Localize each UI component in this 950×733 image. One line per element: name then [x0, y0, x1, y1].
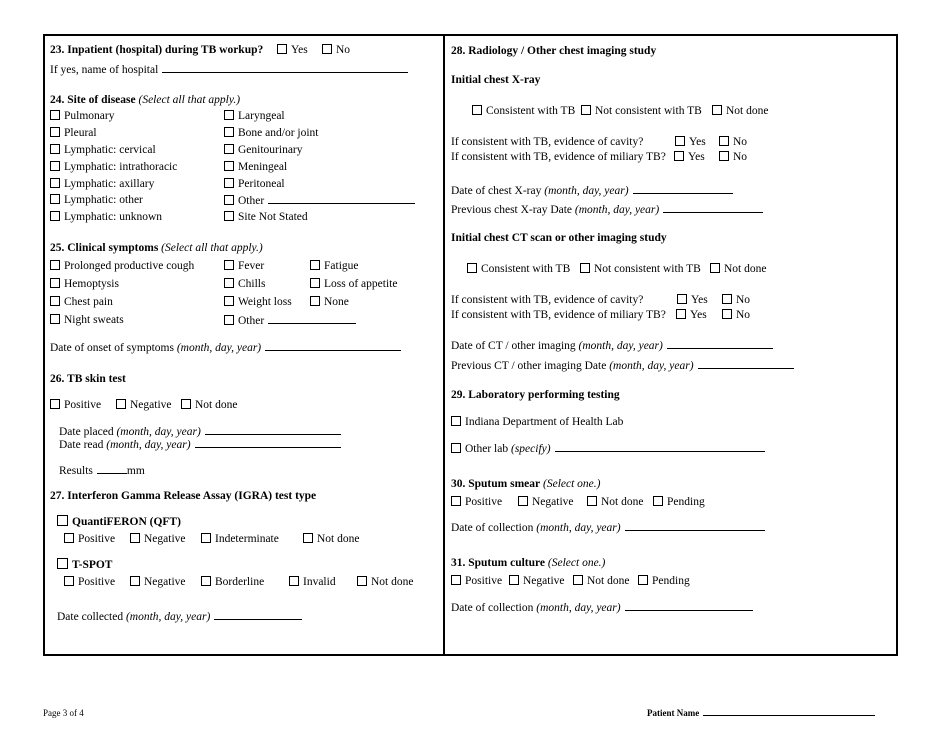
q31-positive[interactable]	[451, 574, 502, 588]
q26-read-line[interactable]	[195, 437, 341, 448]
option-label: Other	[238, 195, 265, 207]
option-label: Lymphatic: cervical	[64, 144, 156, 156]
option-label: Lymphatic: other	[64, 194, 143, 206]
q28-xray-date-line[interactable]	[633, 183, 733, 194]
q28-xray-cavity-no[interactable]	[719, 135, 747, 149]
q27-title: 27. Interferon Gamma Release Assay (IGRA) test type	[50, 490, 317, 502]
q28-xray-not-consistent[interactable]	[581, 104, 702, 118]
q30-collection-line[interactable]	[625, 520, 765, 531]
option-label: Not done	[587, 575, 630, 587]
checkbox[interactable]	[50, 127, 60, 137]
option-label: Not done	[601, 496, 644, 508]
checkbox[interactable]	[224, 195, 234, 205]
checkbox[interactable]	[50, 278, 60, 288]
q29-title: 29. Laboratory performing testing	[451, 389, 620, 401]
checkbox[interactable]	[224, 211, 234, 221]
checkbox[interactable]	[451, 575, 461, 585]
q28-xray-date-field[interactable]	[451, 183, 733, 198]
q30-collection-field[interactable]	[451, 520, 765, 535]
option-label: No	[733, 151, 748, 163]
q28-ct-miliary-yes[interactable]	[676, 308, 707, 322]
q25-other-line[interactable]	[268, 313, 356, 324]
q23-yes-checkbox[interactable]	[277, 44, 287, 54]
checkbox[interactable]	[50, 260, 60, 270]
q27-qft-option[interactable]	[57, 515, 181, 529]
option-label: Loss of appetite	[324, 278, 398, 290]
option-label: Chills	[238, 278, 266, 290]
q24-lymph-axillary[interactable]	[50, 177, 154, 191]
q23-no-option[interactable]	[322, 43, 350, 57]
q28-xray-not-done[interactable]	[712, 104, 768, 118]
checkbox[interactable]	[581, 105, 591, 115]
option-label: Consistent with TB	[486, 105, 576, 117]
q25-other[interactable]	[224, 313, 356, 328]
q25-cough[interactable]	[50, 259, 194, 273]
option-label: Indeterminate	[215, 533, 279, 545]
checkbox[interactable]	[722, 294, 732, 304]
q28-ct-not-done[interactable]	[710, 262, 766, 276]
option-label: Pulmonary	[64, 110, 115, 122]
checkbox[interactable]	[451, 416, 461, 426]
q27-qft-positive[interactable]	[64, 532, 115, 546]
q23-hospital-label: If yes, name of hospital	[50, 64, 159, 76]
q28-xray-consistent[interactable]	[472, 104, 575, 118]
date-format: (month, day, year)	[125, 611, 211, 623]
q24-meningeal[interactable]	[224, 160, 287, 174]
checkbox[interactable]	[712, 105, 722, 115]
checkbox[interactable]	[310, 296, 320, 306]
option-label: Positive	[64, 399, 102, 411]
option-label: Other lab	[465, 443, 509, 455]
q26-results-unit: mm	[126, 465, 145, 477]
option-label: Fever	[238, 260, 265, 272]
checkbox[interactable]	[50, 296, 60, 306]
q30-pending[interactable]	[653, 495, 705, 509]
q26-placed-line[interactable]	[205, 424, 341, 435]
option-label: Negative	[532, 496, 574, 508]
q24-pleural[interactable]	[50, 126, 97, 140]
q25-night-sweats[interactable]	[50, 313, 124, 327]
date-format: (month, day, year)	[609, 360, 694, 372]
checkbox[interactable]	[472, 105, 482, 115]
q24-bone-joint[interactable]	[224, 126, 319, 140]
patient-name-line[interactable]	[703, 707, 875, 716]
q28-ct-cavity-yes[interactable]	[677, 293, 708, 307]
checkbox[interactable]	[710, 263, 720, 273]
option-label: Not done	[724, 263, 767, 275]
checkbox[interactable]	[50, 110, 60, 120]
q25-fever[interactable]	[224, 259, 264, 273]
q27-collected-field[interactable]	[57, 609, 302, 624]
q27-tspot-positive[interactable]	[64, 575, 115, 589]
option-label: Negative	[130, 399, 172, 411]
checkbox[interactable]	[310, 278, 320, 288]
option-label: Yes	[689, 136, 706, 148]
date-format: (month, day, year)	[536, 602, 621, 614]
option-label: Negative	[144, 533, 186, 545]
q28-prev-xray-date-label: Previous chest X-ray Date	[451, 204, 573, 216]
checkbox[interactable]	[50, 314, 60, 324]
q23-no-label: No	[336, 44, 351, 56]
checkbox[interactable]	[289, 576, 299, 586]
q30-instruction: (Select one.)	[543, 478, 601, 490]
q23-yes-option[interactable]	[277, 43, 308, 57]
checkbox[interactable]	[675, 136, 685, 146]
date-format: (month, day, year)	[574, 204, 660, 216]
q23-yes-label: Yes	[291, 44, 308, 56]
checkbox[interactable]	[50, 178, 60, 188]
checkbox[interactable]	[509, 575, 519, 585]
q27-qft-not-done[interactable]	[303, 532, 359, 546]
option-label: Not done	[371, 576, 414, 588]
option-label: Chest pain	[64, 296, 113, 308]
q29-isdh-option[interactable]	[451, 415, 623, 429]
option-label: Not done	[317, 533, 360, 545]
option-label: Invalid	[303, 576, 336, 588]
q26-not-done[interactable]	[181, 398, 237, 412]
q28-ct-heading: Initial chest CT scan or other imaging study	[451, 232, 667, 244]
option-label: Yes	[690, 309, 707, 321]
date-format: (month, day, year)	[106, 439, 191, 451]
q28-xray-miliary-label: If consistent with TB, evidence of miliary TB?	[451, 151, 666, 163]
checkbox[interactable]	[674, 151, 684, 161]
q28-title: 28. Radiology / Other chest imaging study	[451, 45, 657, 57]
q31-collection-line[interactable]	[625, 600, 753, 611]
q24-peritoneal[interactable]	[224, 177, 285, 191]
column-divider	[443, 34, 445, 656]
q23-hospital-field[interactable]	[50, 62, 408, 77]
option-label: Yes	[691, 294, 708, 306]
q28-ct-consistent[interactable]	[467, 262, 570, 276]
checkbox[interactable]	[587, 496, 597, 506]
q31-pending[interactable]	[638, 574, 690, 588]
checkbox[interactable]	[116, 399, 126, 409]
q26-title: 26. TB skin test	[50, 373, 126, 385]
option-label: Pleural	[64, 127, 97, 139]
q23-no-checkbox[interactable]	[322, 44, 332, 54]
option-label: Lymphatic: axillary	[64, 178, 155, 190]
checkbox[interactable]	[573, 575, 583, 585]
checkbox[interactable]	[224, 296, 234, 306]
option-label: Pending	[667, 496, 705, 508]
q26-results-field[interactable]	[59, 463, 145, 478]
option-label: Positive	[78, 533, 116, 545]
q26-results-label: Results	[59, 465, 93, 477]
option-label: Laryngeal	[238, 110, 285, 122]
option-label: Meningeal	[238, 161, 288, 173]
patient-name-label: Patient Name	[647, 708, 700, 718]
q25-none[interactable]	[310, 295, 349, 309]
q27-collected-line[interactable]	[214, 609, 302, 620]
option-label: Negative	[523, 575, 565, 587]
q28-prev-xray-date-line[interactable]	[663, 202, 763, 213]
q31-instruction: (Select one.)	[547, 557, 606, 569]
q26-negative[interactable]	[116, 398, 172, 412]
q29-specify: (specify)	[510, 443, 551, 455]
q24-genitourinary[interactable]	[224, 143, 303, 157]
checkbox[interactable]	[310, 260, 320, 270]
q24-lymph-unknown[interactable]	[50, 210, 162, 224]
q30-collection-label: Date of collection	[451, 522, 534, 534]
q28-ct-date-line[interactable]	[667, 338, 773, 349]
patient-name-field[interactable]	[647, 706, 875, 720]
q30-title: 30. Sputum smear	[451, 478, 541, 490]
q24-instruction: (Select all that apply.)	[138, 94, 241, 106]
checkbox[interactable]	[64, 576, 74, 586]
q24-pulmonary[interactable]	[50, 109, 114, 123]
checkbox[interactable]	[130, 576, 140, 586]
q31-title: 31. Sputum culture	[451, 557, 546, 569]
checkbox[interactable]	[653, 496, 663, 506]
option-label: Yes	[688, 151, 705, 163]
q27-tspot-negative[interactable]	[130, 575, 186, 589]
date-format: (month, day, year)	[536, 522, 621, 534]
q30-not-done[interactable]	[587, 495, 643, 509]
q27-tspot-invalid[interactable]	[289, 575, 336, 589]
checkbox[interactable]	[50, 211, 60, 221]
checkbox[interactable]	[677, 294, 687, 304]
checkbox[interactable]	[638, 575, 648, 585]
option-label: Consistent with TB	[481, 263, 571, 275]
q31-negative[interactable]	[509, 574, 565, 588]
q24-lymph-cervical[interactable]	[50, 143, 156, 157]
checkbox[interactable]	[224, 278, 234, 288]
option-label: Weight loss	[238, 296, 292, 308]
q25-weight-loss[interactable]	[224, 295, 292, 309]
checkbox[interactable]	[224, 110, 234, 120]
option-label: Not done	[726, 105, 769, 117]
q28-xray-miliary-yes[interactable]	[674, 150, 705, 164]
checkbox[interactable]	[357, 576, 367, 586]
checkbox[interactable]	[57, 558, 68, 569]
q30-negative[interactable]	[518, 495, 574, 509]
checkbox[interactable]	[224, 178, 234, 188]
checkbox[interactable]	[64, 533, 74, 543]
option-label: Night sweats	[64, 314, 124, 326]
q26-results-line[interactable]	[97, 463, 127, 474]
q28-prev-ct-date-line[interactable]	[698, 358, 794, 369]
q29-other-option[interactable]	[451, 441, 765, 456]
q25-chills[interactable]	[224, 277, 265, 291]
option-label: Lymphatic: unknown	[64, 211, 163, 223]
q25-onset-label: Date of onset of symptoms	[50, 342, 174, 354]
date-format: (month, day, year)	[578, 340, 663, 352]
q31-heading	[451, 556, 605, 570]
q24-title: 24. Site of disease	[50, 94, 136, 106]
option-label: Fatigue	[324, 260, 359, 272]
q24-heading	[50, 93, 240, 107]
q25-fatigue[interactable]	[310, 259, 359, 273]
q25-onset-field[interactable]	[50, 340, 401, 355]
checkbox[interactable]	[50, 144, 60, 154]
q24-lymph-other[interactable]	[50, 193, 143, 207]
checkbox[interactable]	[719, 136, 729, 146]
option-label: Peritoneal	[238, 178, 285, 190]
q25-loss-appetite[interactable]	[310, 277, 397, 291]
q25-onset-line[interactable]	[265, 340, 401, 351]
q31-collection-field[interactable]	[451, 600, 753, 615]
option-label: Bone and/or joint	[238, 127, 319, 139]
q28-xray-cavity-label: If consistent with TB, evidence of cavity?	[451, 136, 644, 148]
checkbox[interactable]	[50, 194, 60, 204]
date-format: (month, day, year)	[176, 342, 262, 354]
q31-collection-label: Date of collection	[451, 602, 534, 614]
checkbox[interactable]	[722, 309, 732, 319]
checkbox[interactable]	[50, 399, 60, 409]
checkbox[interactable]	[676, 309, 686, 319]
q24-lymph-intrathoracic[interactable]	[50, 160, 177, 174]
option-label: Borderline	[215, 576, 265, 588]
option-label: Other	[238, 315, 265, 327]
option-label: Not done	[195, 399, 238, 411]
option-label: Not consistent with TB	[595, 105, 702, 117]
option-label: Hemoptysis	[64, 278, 119, 290]
q24-not-stated[interactable]	[224, 210, 308, 224]
q25-hemoptysis[interactable]	[50, 277, 119, 291]
q28-prev-xray-date-field[interactable]	[451, 202, 763, 217]
checkbox[interactable]	[57, 515, 68, 526]
q28-xray-date-label: Date of chest X-ray	[451, 185, 542, 197]
q28-ct-miliary-no[interactable]	[722, 308, 750, 322]
q28-ct-date-label: Date of CT / other imaging	[451, 340, 576, 352]
checkbox[interactable]	[181, 399, 191, 409]
checkbox[interactable]	[224, 260, 234, 270]
checkbox[interactable]	[201, 533, 211, 543]
q24-other-line[interactable]	[268, 193, 415, 204]
q28-prev-ct-date-field[interactable]	[451, 358, 794, 373]
q28-prev-ct-date-label: Previous CT / other imaging Date	[451, 360, 607, 372]
q25-title: 25. Clinical symptoms	[50, 242, 159, 254]
date-format: (month, day, year)	[116, 426, 201, 438]
q31-not-done[interactable]	[573, 574, 629, 588]
q23-title: 23. Inpatient (hospital) during TB workup?	[50, 44, 264, 56]
option-label: Lymphatic: intrathoracic	[64, 161, 178, 173]
checkbox[interactable]	[303, 533, 313, 543]
q27-qft-indeterminate[interactable]	[201, 532, 279, 546]
checkbox[interactable]	[451, 443, 461, 453]
q26-placed-label: Date placed	[59, 426, 114, 438]
q27-tspot-label: T-SPOT	[72, 559, 113, 571]
option-label: Pending	[652, 575, 690, 587]
q25-instruction: (Select all that apply.)	[161, 242, 263, 254]
q26-positive[interactable]	[50, 398, 101, 412]
checkbox[interactable]	[224, 315, 234, 325]
q27-qft-negative[interactable]	[130, 532, 186, 546]
option-label: None	[324, 296, 349, 308]
option-label: Genitourinary	[238, 144, 303, 156]
q27-collected-label: Date collected	[57, 611, 124, 623]
page-number: Page 3 of 4	[43, 708, 84, 718]
q27-tspot-borderline[interactable]	[201, 575, 264, 589]
q28-ct-cavity-no[interactable]	[722, 293, 750, 307]
q27-tspot-option[interactable]	[57, 558, 112, 572]
q28-ct-cavity-label: If consistent with TB, evidence of cavity?	[451, 294, 644, 306]
q27-qft-label: QuantiFERON (QFT)	[72, 516, 181, 528]
checkbox[interactable]	[719, 151, 729, 161]
option-label: No	[733, 136, 748, 148]
checkbox[interactable]	[201, 576, 211, 586]
q28-xray-miliary-no[interactable]	[719, 150, 747, 164]
q24-other[interactable]	[224, 193, 415, 208]
option-label: Negative	[144, 576, 186, 588]
checkbox[interactable]	[224, 144, 234, 154]
q28-ct-not-consistent[interactable]	[580, 262, 701, 276]
option-label: Site Not Stated	[238, 211, 308, 223]
checkbox[interactable]	[451, 496, 461, 506]
q28-ct-miliary-label: If consistent with TB, evidence of miliary TB?	[451, 309, 666, 321]
checkbox[interactable]	[467, 263, 477, 273]
q28-xray-cavity-yes[interactable]	[675, 135, 706, 149]
checkbox[interactable]	[130, 533, 140, 543]
option-label: Positive	[465, 575, 503, 587]
option-label: Prolonged productive cough	[64, 260, 195, 272]
option-label: Indiana Department of Health Lab	[465, 416, 624, 428]
option-label: Not consistent with TB	[594, 263, 701, 275]
checkbox[interactable]	[518, 496, 528, 506]
option-label: Positive	[78, 576, 116, 588]
checkbox[interactable]	[580, 263, 590, 273]
q27-tspot-not-done[interactable]	[357, 575, 413, 589]
q25-chest-pain[interactable]	[50, 295, 113, 309]
q28-ct-date-field[interactable]	[451, 338, 773, 353]
q30-positive[interactable]	[451, 495, 502, 509]
date-format: (month, day, year)	[544, 185, 629, 197]
q28-xray-heading: Initial chest X-ray	[451, 74, 541, 86]
option-label: No	[736, 309, 751, 321]
q26-read-field[interactable]	[59, 437, 341, 452]
option-label: No	[736, 294, 751, 306]
q29-other-line[interactable]	[555, 441, 765, 452]
q30-heading	[451, 477, 600, 491]
option-label: Positive	[465, 496, 503, 508]
q25-heading	[50, 241, 263, 255]
checkbox[interactable]	[50, 161, 60, 171]
checkbox[interactable]	[224, 127, 234, 137]
checkbox[interactable]	[224, 161, 234, 171]
q24-laryngeal[interactable]	[224, 109, 285, 123]
q26-read-label: Date read	[59, 439, 104, 451]
q23-hospital-line[interactable]	[162, 62, 408, 73]
